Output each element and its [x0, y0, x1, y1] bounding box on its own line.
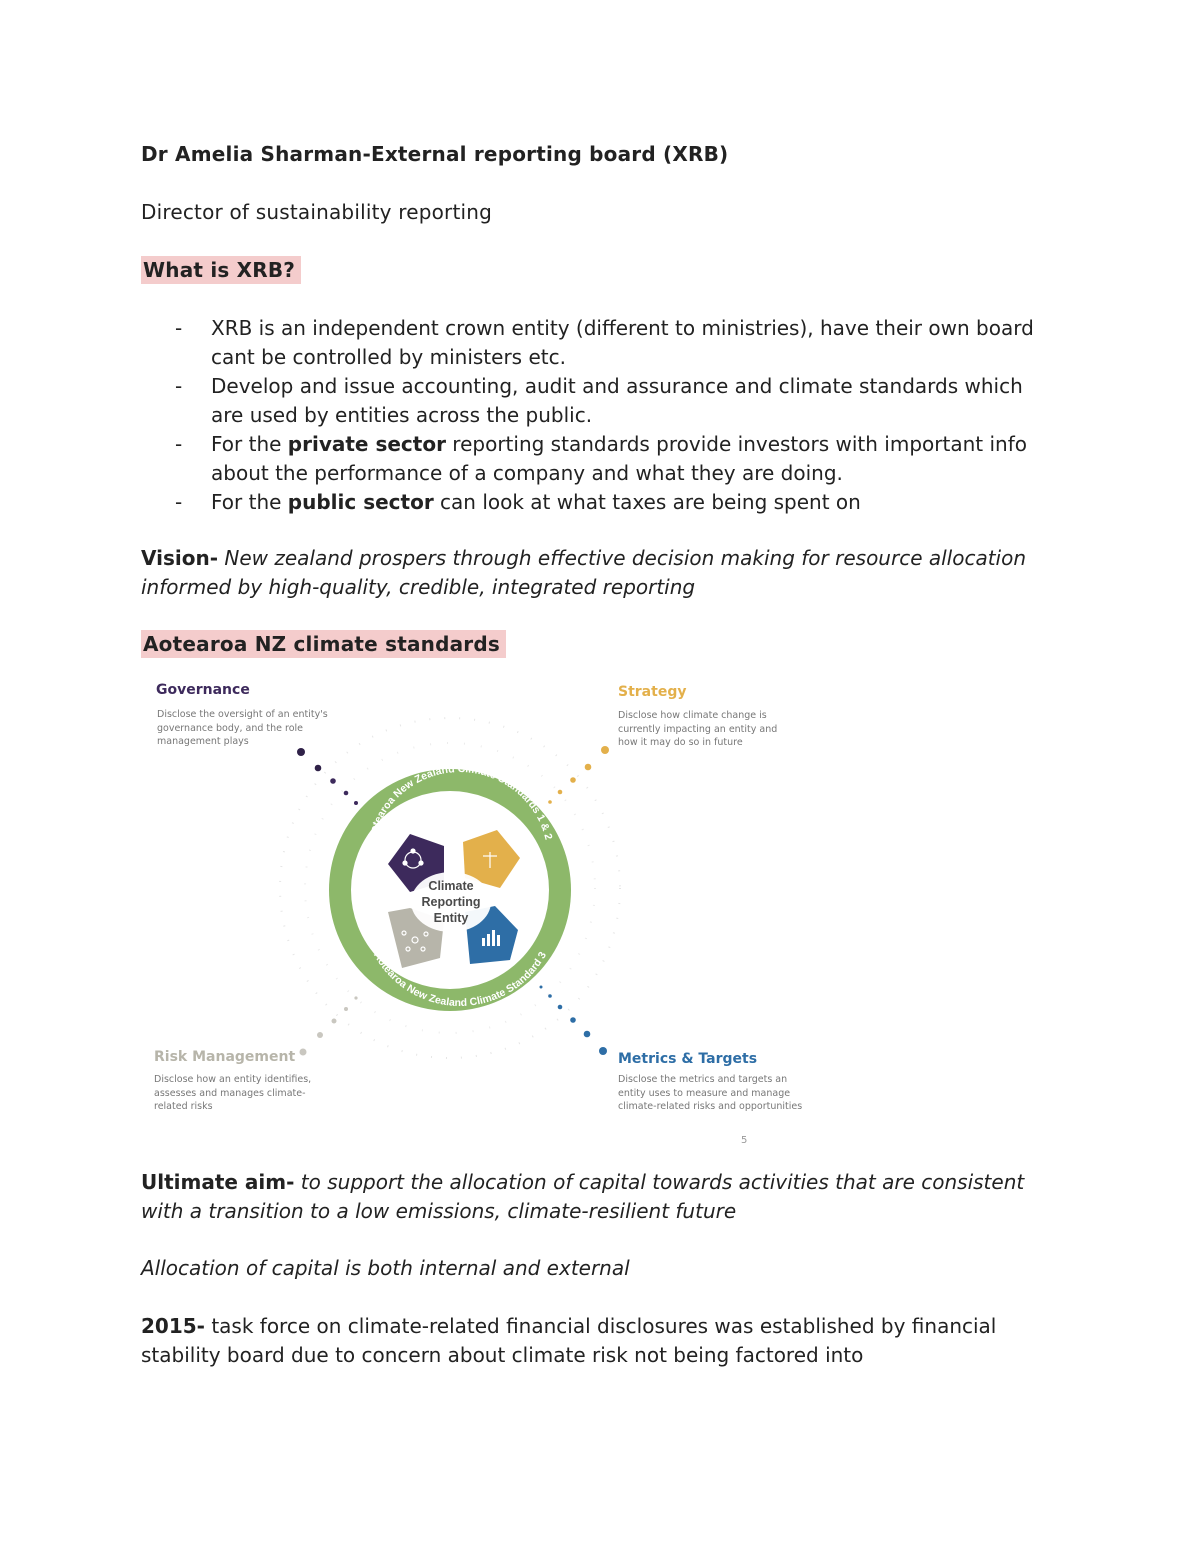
governance-title: Governance [156, 682, 250, 698]
slide-page-number: 5 [741, 1135, 748, 1146]
risk-management-title: Risk Management [154, 1049, 296, 1065]
bullet-text-pre: For the [211, 432, 288, 456]
section-heading-xrb [141, 256, 301, 284]
risk-connector [300, 996, 358, 1055]
risk-management-description: Disclose how an entity identifies, assesses and manages climate-related risks [154, 1074, 312, 1112]
vision-label: Vision- [141, 546, 219, 570]
page-title: Dr Amelia Sharman-External reporting board (XRB) [141, 142, 729, 166]
page-subtitle: Director of sustainability reporting [141, 200, 493, 224]
bullet-bold-public-sector: public sector [287, 490, 434, 514]
ring-label-top: Aotearoa New Zealand Climate Standards 1 & 2 [365, 762, 555, 842]
highlighted-heading: What is XRB? [141, 256, 301, 284]
xrb-bullet-list [141, 314, 1061, 518]
strategy-description: Disclose how climate change is currently impacting an entity and how it may do so in future [618, 710, 778, 748]
metrics-targets-title: Metrics & Targets [618, 1051, 758, 1067]
section-heading-climate-standards [141, 630, 506, 658]
metrics-targets-description: Disclose the metrics and targets an entity uses to measure and manage climate-related risks and opportunities [618, 1074, 803, 1112]
bullet-text-pre: For the [211, 490, 288, 514]
year-2015-label: 2015- [141, 1314, 205, 1338]
bullet-dash: - [175, 490, 183, 514]
strategy-title: Strategy [618, 684, 687, 700]
allocation-paragraph [141, 1254, 1041, 1283]
year-2015-text: task force on climate-related financial disclosures was established by financial stability board due to concern about climate risk not being factored into [141, 1314, 997, 1367]
highlighted-heading: Aotearoa NZ climate standards [141, 630, 506, 658]
bullet-text: Develop and issue accounting, audit and assurance and climate standards which are used by entities across the public. [211, 374, 1023, 427]
bullet-dash: - [175, 316, 183, 340]
aim-text: to support the allocation of capital towards activities that are consistent with a transition to a low emissions, climate-resilient future [141, 1170, 1025, 1223]
bullet-dash: - [175, 432, 183, 456]
governance-description: Disclose the oversight of an entity's governance body, and the role management plays [157, 709, 328, 747]
year-2015-paragraph [141, 1312, 1041, 1369]
center-label-line1: Climate [428, 879, 474, 893]
climate-standards-figure [140, 668, 820, 1158]
ring-label-bottom: Aotearoa New Zealand Climate Standard 3 [371, 949, 549, 1010]
list-item [141, 488, 1061, 517]
aim-label: Ultimate aim- [141, 1170, 295, 1194]
list-item [141, 430, 1061, 487]
governance-connector [297, 748, 367, 814]
bullet-dash: - [175, 374, 183, 398]
strategy-connector [548, 746, 609, 804]
bullet-text: XRB is an independent crown entity (different to ministries), have their own board cant be controlled by ministers etc. [211, 316, 1034, 369]
bullet-text-post: can look at what taxes are being spent on [433, 490, 861, 514]
ultimate-aim-paragraph [141, 1168, 1041, 1225]
vision-paragraph [141, 544, 1041, 601]
vision-text: New zealand prospers through effective decision making for resource allocation informed by high-quality, credible, integrated reporting [141, 546, 1027, 599]
list-item [141, 314, 1061, 371]
center-label-line2: Reporting [421, 895, 481, 909]
center-label-line3: Entity [433, 911, 469, 925]
metrics-connector [540, 986, 608, 1056]
bullet-text-post: reporting standards provide investors with important info about the performance of a company and what they are doing. [211, 432, 1027, 485]
allocation-text: Allocation of capital is both internal and external [141, 1256, 630, 1280]
list-item [141, 372, 1061, 429]
bullet-bold-private-sector: private sector [287, 432, 446, 456]
